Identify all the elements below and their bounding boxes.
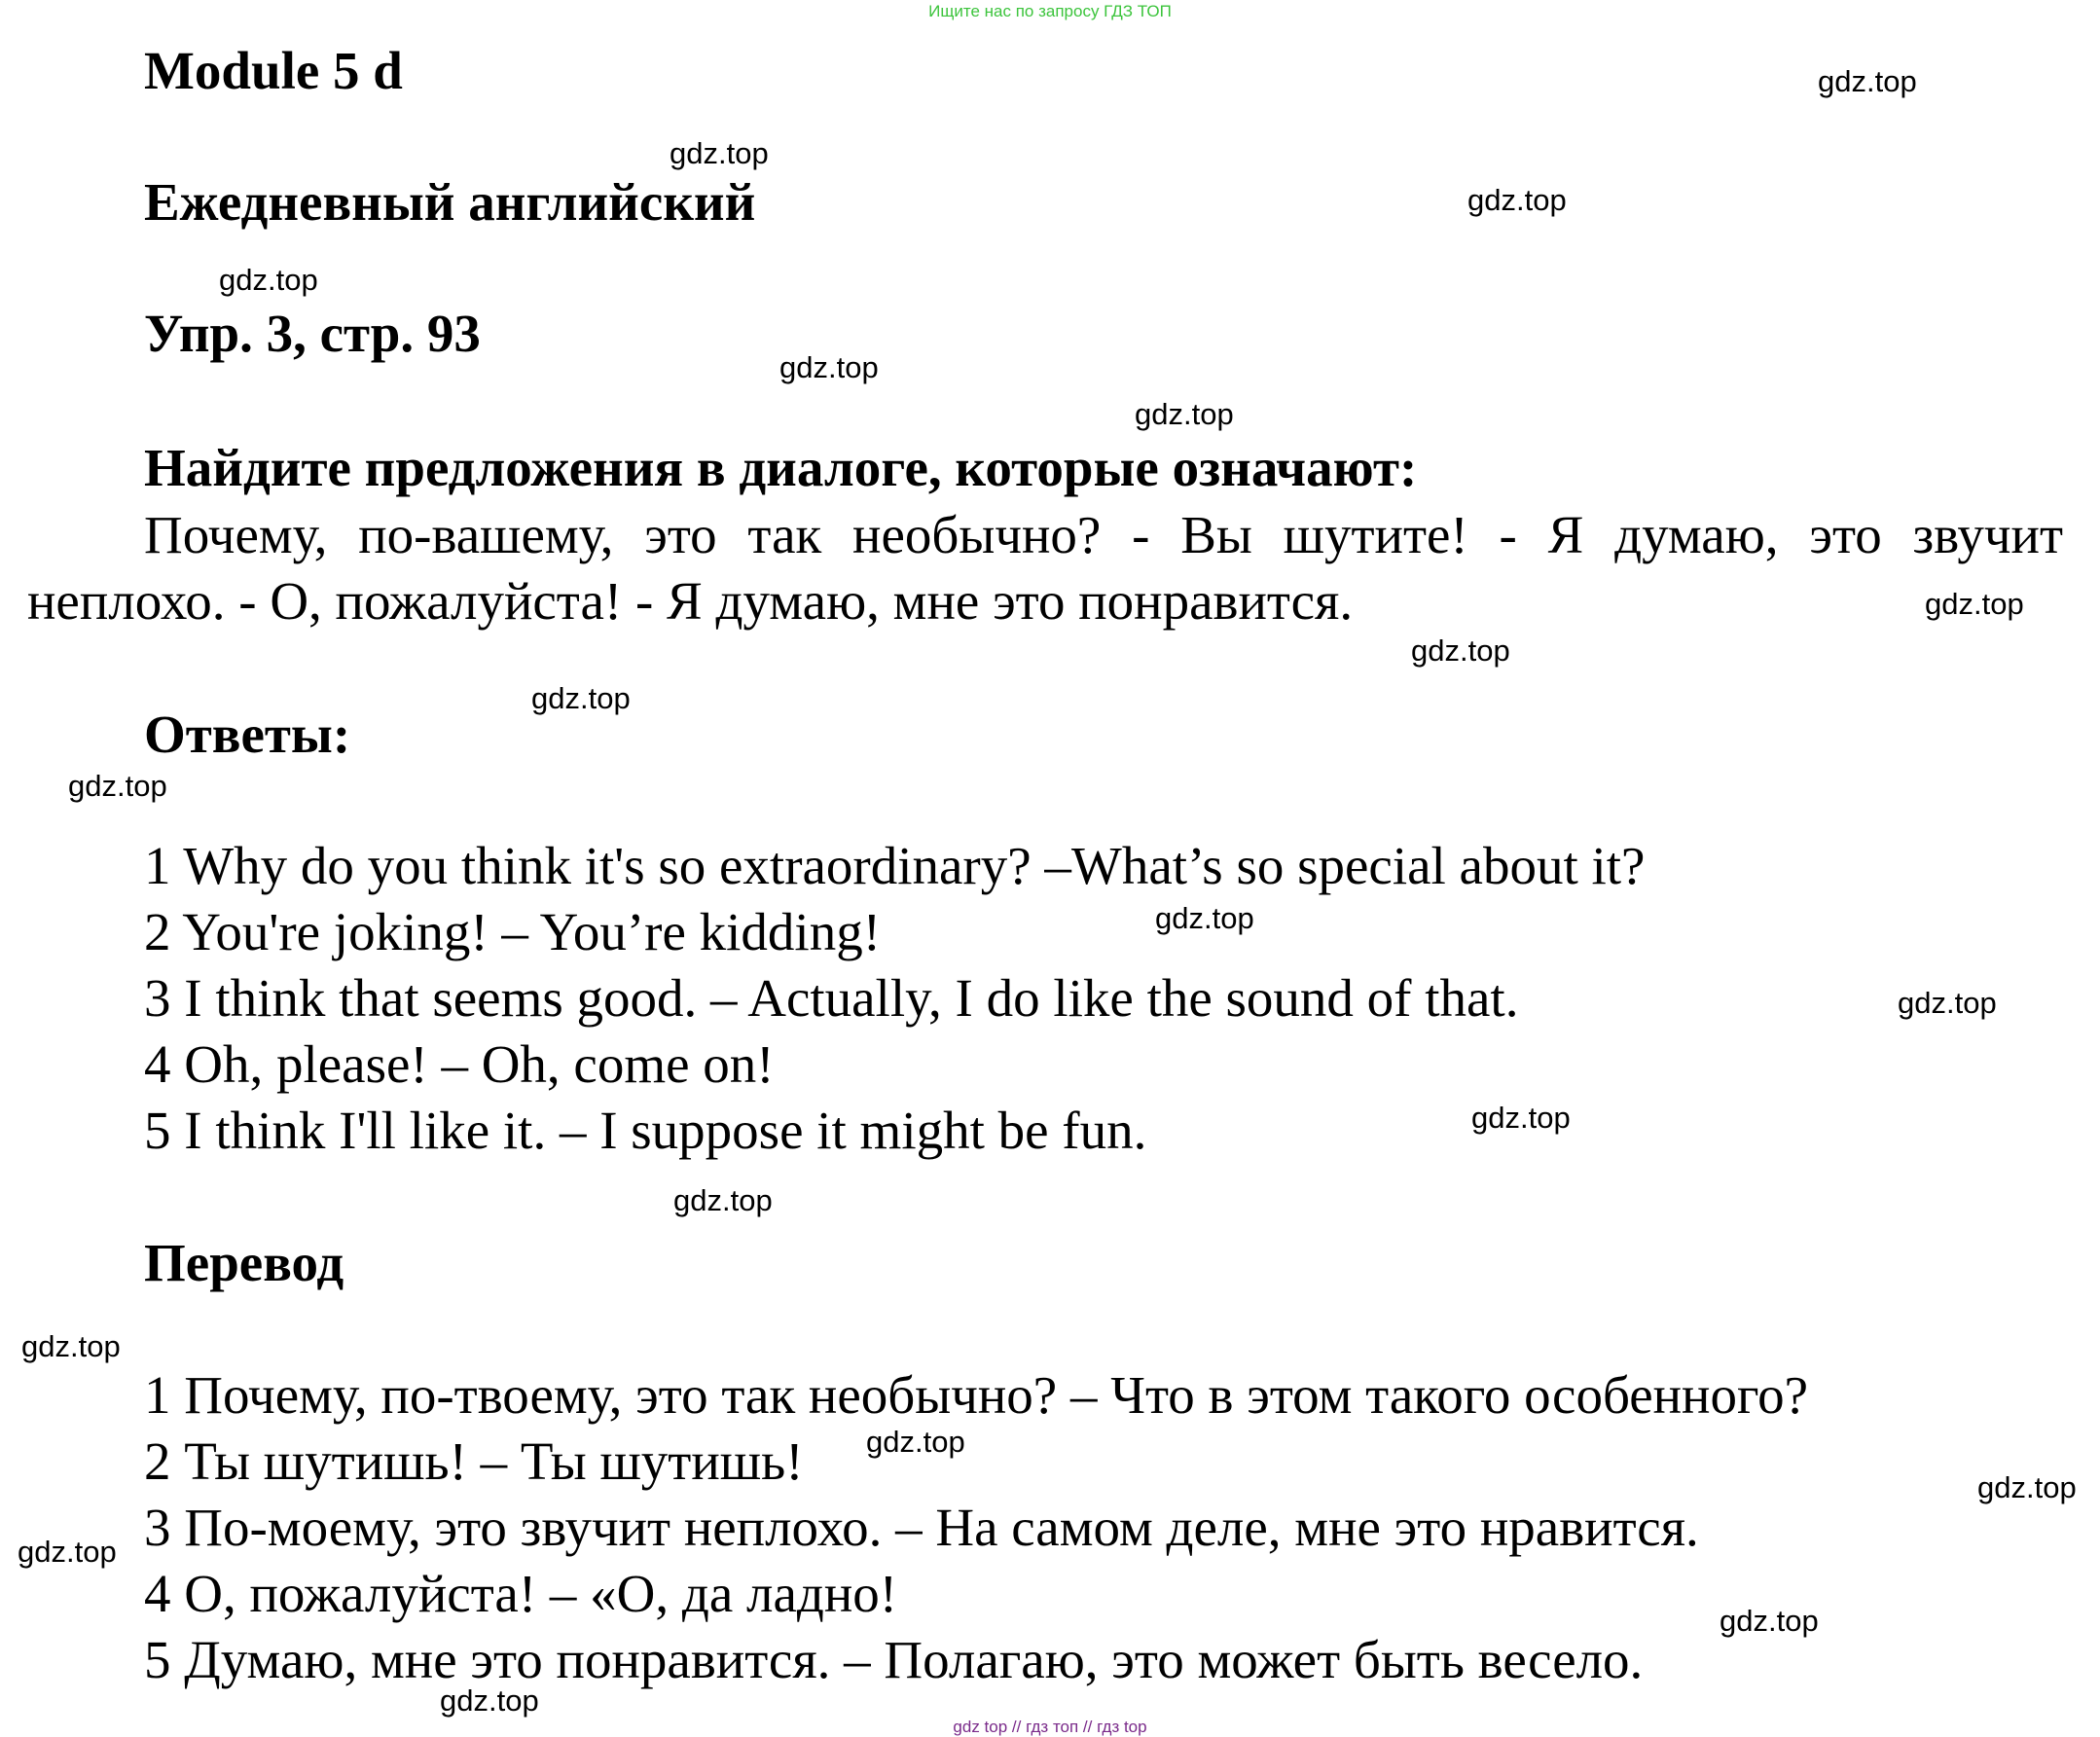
- top-banner: Ищите нас по запросу ГДЗ ТОП: [928, 2, 1172, 20]
- watermark: gdz.top: [866, 1425, 965, 1459]
- watermark: gdz.top: [1977, 1470, 2077, 1504]
- watermark: gdz.top: [18, 1535, 117, 1569]
- answer-item-1: 1 Why do you think it's so extraordinary? –What’s so special about it?: [144, 836, 1646, 895]
- translation-item-3: 3 По-моему, это звучит неплохо. – На самом деле, мне это нравится.: [144, 1498, 1699, 1557]
- task-heading: Найдите предложения в диалоге, которые означают:: [144, 438, 1418, 497]
- watermark: gdz.top: [440, 1683, 539, 1718]
- translation-heading: Перевод: [144, 1233, 344, 1292]
- watermark: gdz.top: [1925, 587, 2024, 621]
- watermark: gdz.top: [670, 136, 769, 170]
- exercise-number: Упр. 3, стр. 93: [144, 304, 481, 363]
- watermark: gdz.top: [1720, 1604, 1819, 1638]
- watermark: gdz.top: [1818, 64, 1917, 98]
- answer-item-3: 3 I think that seems good. – Actually, I do like the sound of that.: [144, 968, 1519, 1028]
- answer-item-2: 2 You're joking! – You’re kidding!: [144, 902, 882, 961]
- answers-heading: Ответы:: [144, 705, 351, 764]
- watermark: gdz.top: [531, 681, 631, 715]
- module-title: Module 5 d: [144, 41, 403, 100]
- watermark: gdz.top: [1467, 183, 1567, 217]
- translation-item-2: 2 Ты шутишь! – Ты шутишь!: [144, 1431, 804, 1491]
- task-text-line-2: неплохо. - О, пожалуйста! - Я думаю, мне это понравится.: [27, 571, 1354, 631]
- watermark: gdz.top: [68, 769, 167, 803]
- section-title: Ежедневный английский: [144, 172, 756, 232]
- watermark: gdz.top: [219, 263, 318, 297]
- translation-item-4: 4 О, пожалуйста! – «О, да ладно!: [144, 1564, 898, 1623]
- bottom-banner: gdz top // гдз топ // гдз top: [953, 1718, 1147, 1736]
- watermark: gdz.top: [1471, 1101, 1571, 1135]
- watermark: gdz.top: [1898, 986, 1997, 1020]
- answer-item-4: 4 Oh, please! – Oh, come on!: [144, 1034, 775, 1094]
- watermark: gdz.top: [1411, 633, 1510, 668]
- watermark: gdz.top: [779, 350, 879, 384]
- watermark: gdz.top: [673, 1183, 773, 1217]
- watermark: gdz.top: [1155, 901, 1254, 935]
- translation-item-1: 1 Почему, по-твоему, это так необычно? – Что в этом такого особенного?: [144, 1365, 1809, 1425]
- task-text-line-1: Почему, по-вашему, это так необычно? - Вы шутите! - Я думаю, это звучит: [144, 505, 2063, 564]
- translation-item-5: 5 Думаю, мне это понравится. – Полагаю, это может быть весело.: [144, 1630, 1644, 1689]
- watermark: gdz.top: [1135, 397, 1234, 431]
- answer-item-5: 5 I think I'll like it. – I suppose it might be fun.: [144, 1101, 1147, 1160]
- watermark: gdz.top: [21, 1329, 121, 1363]
